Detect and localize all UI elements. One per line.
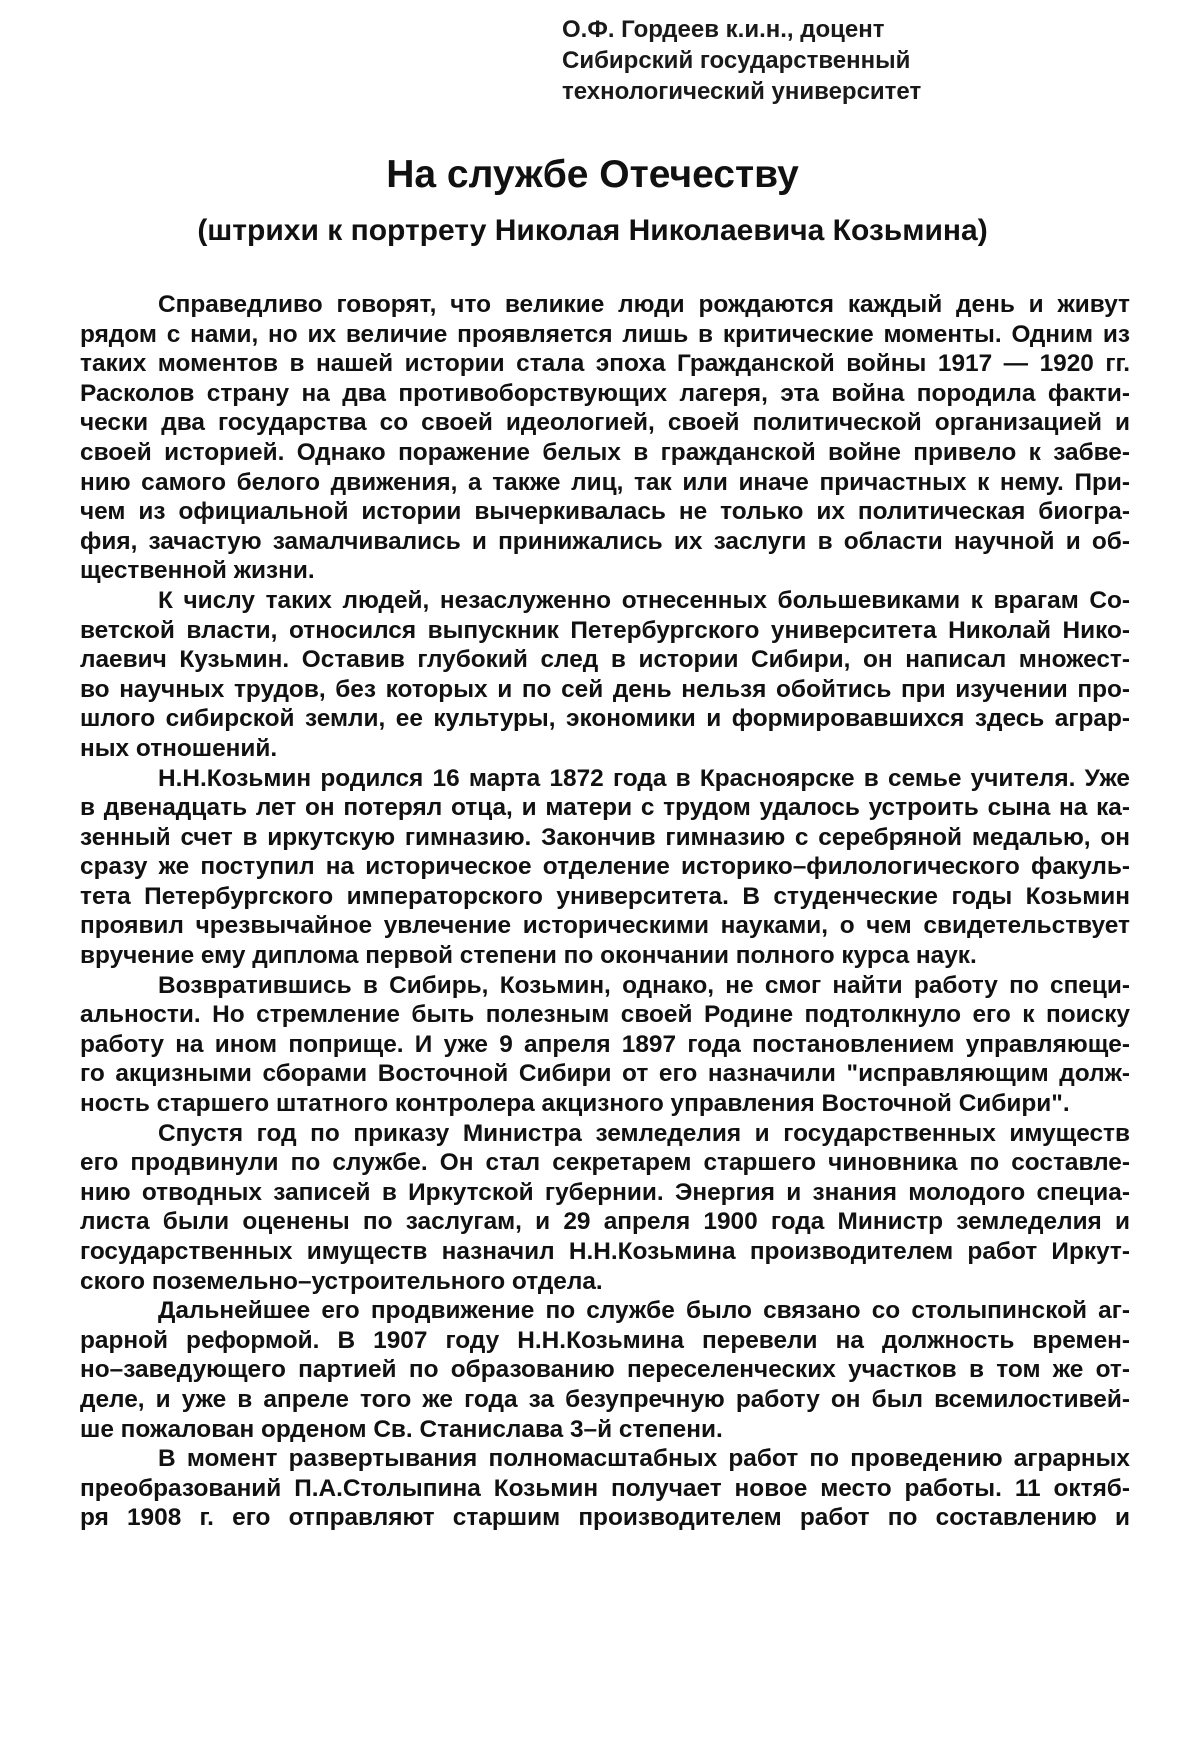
text-line: зенный счет в иркутскую гимназию. Закончив гимназию с серебряной медалью, он: [80, 823, 1130, 851]
text-line: Возвратившись в Сибирь, Козьмин, однако, не смог найти работу по специ-: [158, 971, 1130, 999]
article-title: На службе Отечеству: [386, 153, 799, 196]
text-line: фия, зачастую замалчивались и принижались их заслуги в области научной и об-: [80, 527, 1130, 555]
author-block: [562, 14, 1162, 107]
text-line: В момент развертывания полномасштабных работ по проведению аграрных: [158, 1445, 1130, 1473]
text-line: государственных имуществ назначил Н.Н.Козьмина производителем работ Иркут-: [80, 1238, 1130, 1265]
text-line: вручение ему диплома первой степени по окончании полного курса наук.: [80, 942, 977, 970]
text-line: Спустя год по приказу Министра земледелия и государственных имуществ: [158, 1119, 1130, 1147]
text-line: рядом с нами, но их величие проявляется лишь в критические моменты. Одним из: [80, 320, 1130, 348]
text-line: К числу таких людей, незаслуженно отнесенных большевиками к врагам Со-: [158, 586, 1130, 614]
text-line: но–заведующего партией по образованию переселенческих участков в том же от-: [80, 1356, 1130, 1384]
text-line: шлого сибирской земли, ее культуры, экономики и формировавшихся здесь аграр-: [80, 705, 1130, 733]
text-line: ря 1908 г. его отправляют старшим производителем работ по составлению и: [80, 1504, 1130, 1532]
text-line: чески два государства со своей идеологией, своей политической организацией и: [80, 409, 1130, 437]
text-line: ных отношений.: [80, 734, 278, 762]
text-line: ше пожалован орденом Св. Станислава 3–й степени.: [80, 1415, 723, 1443]
article-subtitle: (штрихи к портрету Николая Николаевича Козьмина): [197, 214, 988, 247]
paragraph: [80, 1119, 1130, 1297]
text-line: Н.Н.Козьмин родился 16 марта 1872 года в Красноярске в семье учителя. Уже: [158, 764, 1130, 792]
text-line: проявил чрезвычайное увлечение историческими науками, о чем свидетельствует: [80, 912, 1130, 940]
text-line: Справедливо говорят, что великие люди рождаются каждый день и живут: [158, 291, 1130, 318]
article-body: [80, 290, 1130, 1533]
text-line: рарной реформой. В 1907 году Н.Н.Козьмина перевели на должность времен-: [80, 1326, 1130, 1354]
text-line: листа были оценены по заслугам, и 29 апреля 1900 года Министр земледелия и: [80, 1208, 1130, 1236]
text-line: деле, и уже в апреле того же года за безупречную работу он был всемилостивей-: [80, 1385, 1130, 1413]
text-line: сразу же поступил на историческое отделение историко–филологического факуль-: [80, 853, 1130, 881]
paragraph: [80, 971, 1130, 1119]
paragraph: [80, 764, 1130, 971]
text-line: тета Петербургского императорского университета. В студенческие годы Козьмин: [80, 882, 1130, 910]
text-line: Расколов страну на два противоборствующих лагеря, эта война породила факти-: [80, 379, 1130, 407]
text-line: своей историей. Однако поражение белых в гражданской войне привело к забве-: [80, 438, 1130, 466]
text-line: чем из официальной истории вычеркивалась не только их политическая биогра-: [80, 498, 1130, 526]
paragraph: [80, 1444, 1130, 1533]
author-affiliation-line-2: технологический университет: [562, 78, 922, 105]
text-line: ского поземельно–устроительного отдела.: [80, 1267, 603, 1295]
text-line: ветской власти, относился выпускник Петербургского университета Николай Нико-: [80, 616, 1130, 644]
author-line-1: [562, 14, 1162, 45]
text-line: ность старшего штатного контролера акцизного управления Восточной Сибири".: [80, 1090, 1070, 1118]
author-affiliation-line-1: Сибирский государственный: [562, 47, 911, 74]
text-line: альности. Но стремление быть полезным своей Родине подтолкнуло его к поиску: [80, 1001, 1130, 1029]
author-degree: к.и.н., доцент: [725, 16, 885, 43]
paragraph: [80, 290, 1130, 586]
text-line: работу на ином поприще. И уже 9 апреля 1897 года постановлением управляюще-: [80, 1030, 1130, 1058]
text-line: в двенадцать лет он потерял отца, и матери с трудом удалось устроить сына на ка-: [80, 794, 1130, 822]
text-line: нию отводных записей в Иркутской губернии. Энергия и знания молодого специа-: [80, 1178, 1130, 1206]
text-line: го акцизными сборами Восточной Сибири от его назначили "исправляющим долж-: [80, 1060, 1130, 1088]
text-line: во научных трудов, без которых и по сей день нельзя обойтись при изучении про-: [80, 675, 1130, 703]
text-line: лаевич Кузьмин. Оставив глубокий след в истории Сибири, он написал множест-: [80, 646, 1130, 674]
paragraph: [80, 586, 1130, 764]
text-line: таких моментов в нашей истории стала эпоха Гражданской войны 1917 — 1920 гг.: [80, 350, 1130, 378]
author-name: О.Ф. Гордеев: [562, 16, 719, 43]
text-line: его продвинули по службе. Он стал секретарем старшего чиновника по составле-: [80, 1149, 1130, 1177]
paragraph: [80, 1296, 1130, 1444]
text-line: щественной жизни.: [80, 557, 315, 585]
text-line: Дальнейшее его продвижение по службе было связано со столыпинской аг-: [158, 1297, 1130, 1325]
text-line: нию самого белого движения, а также лиц, так или иначе причастных к нему. При-: [80, 468, 1130, 496]
text-line: преобразований П.А.Столыпина Козьмин получает новое место работы. 11 октяб-: [80, 1474, 1130, 1502]
